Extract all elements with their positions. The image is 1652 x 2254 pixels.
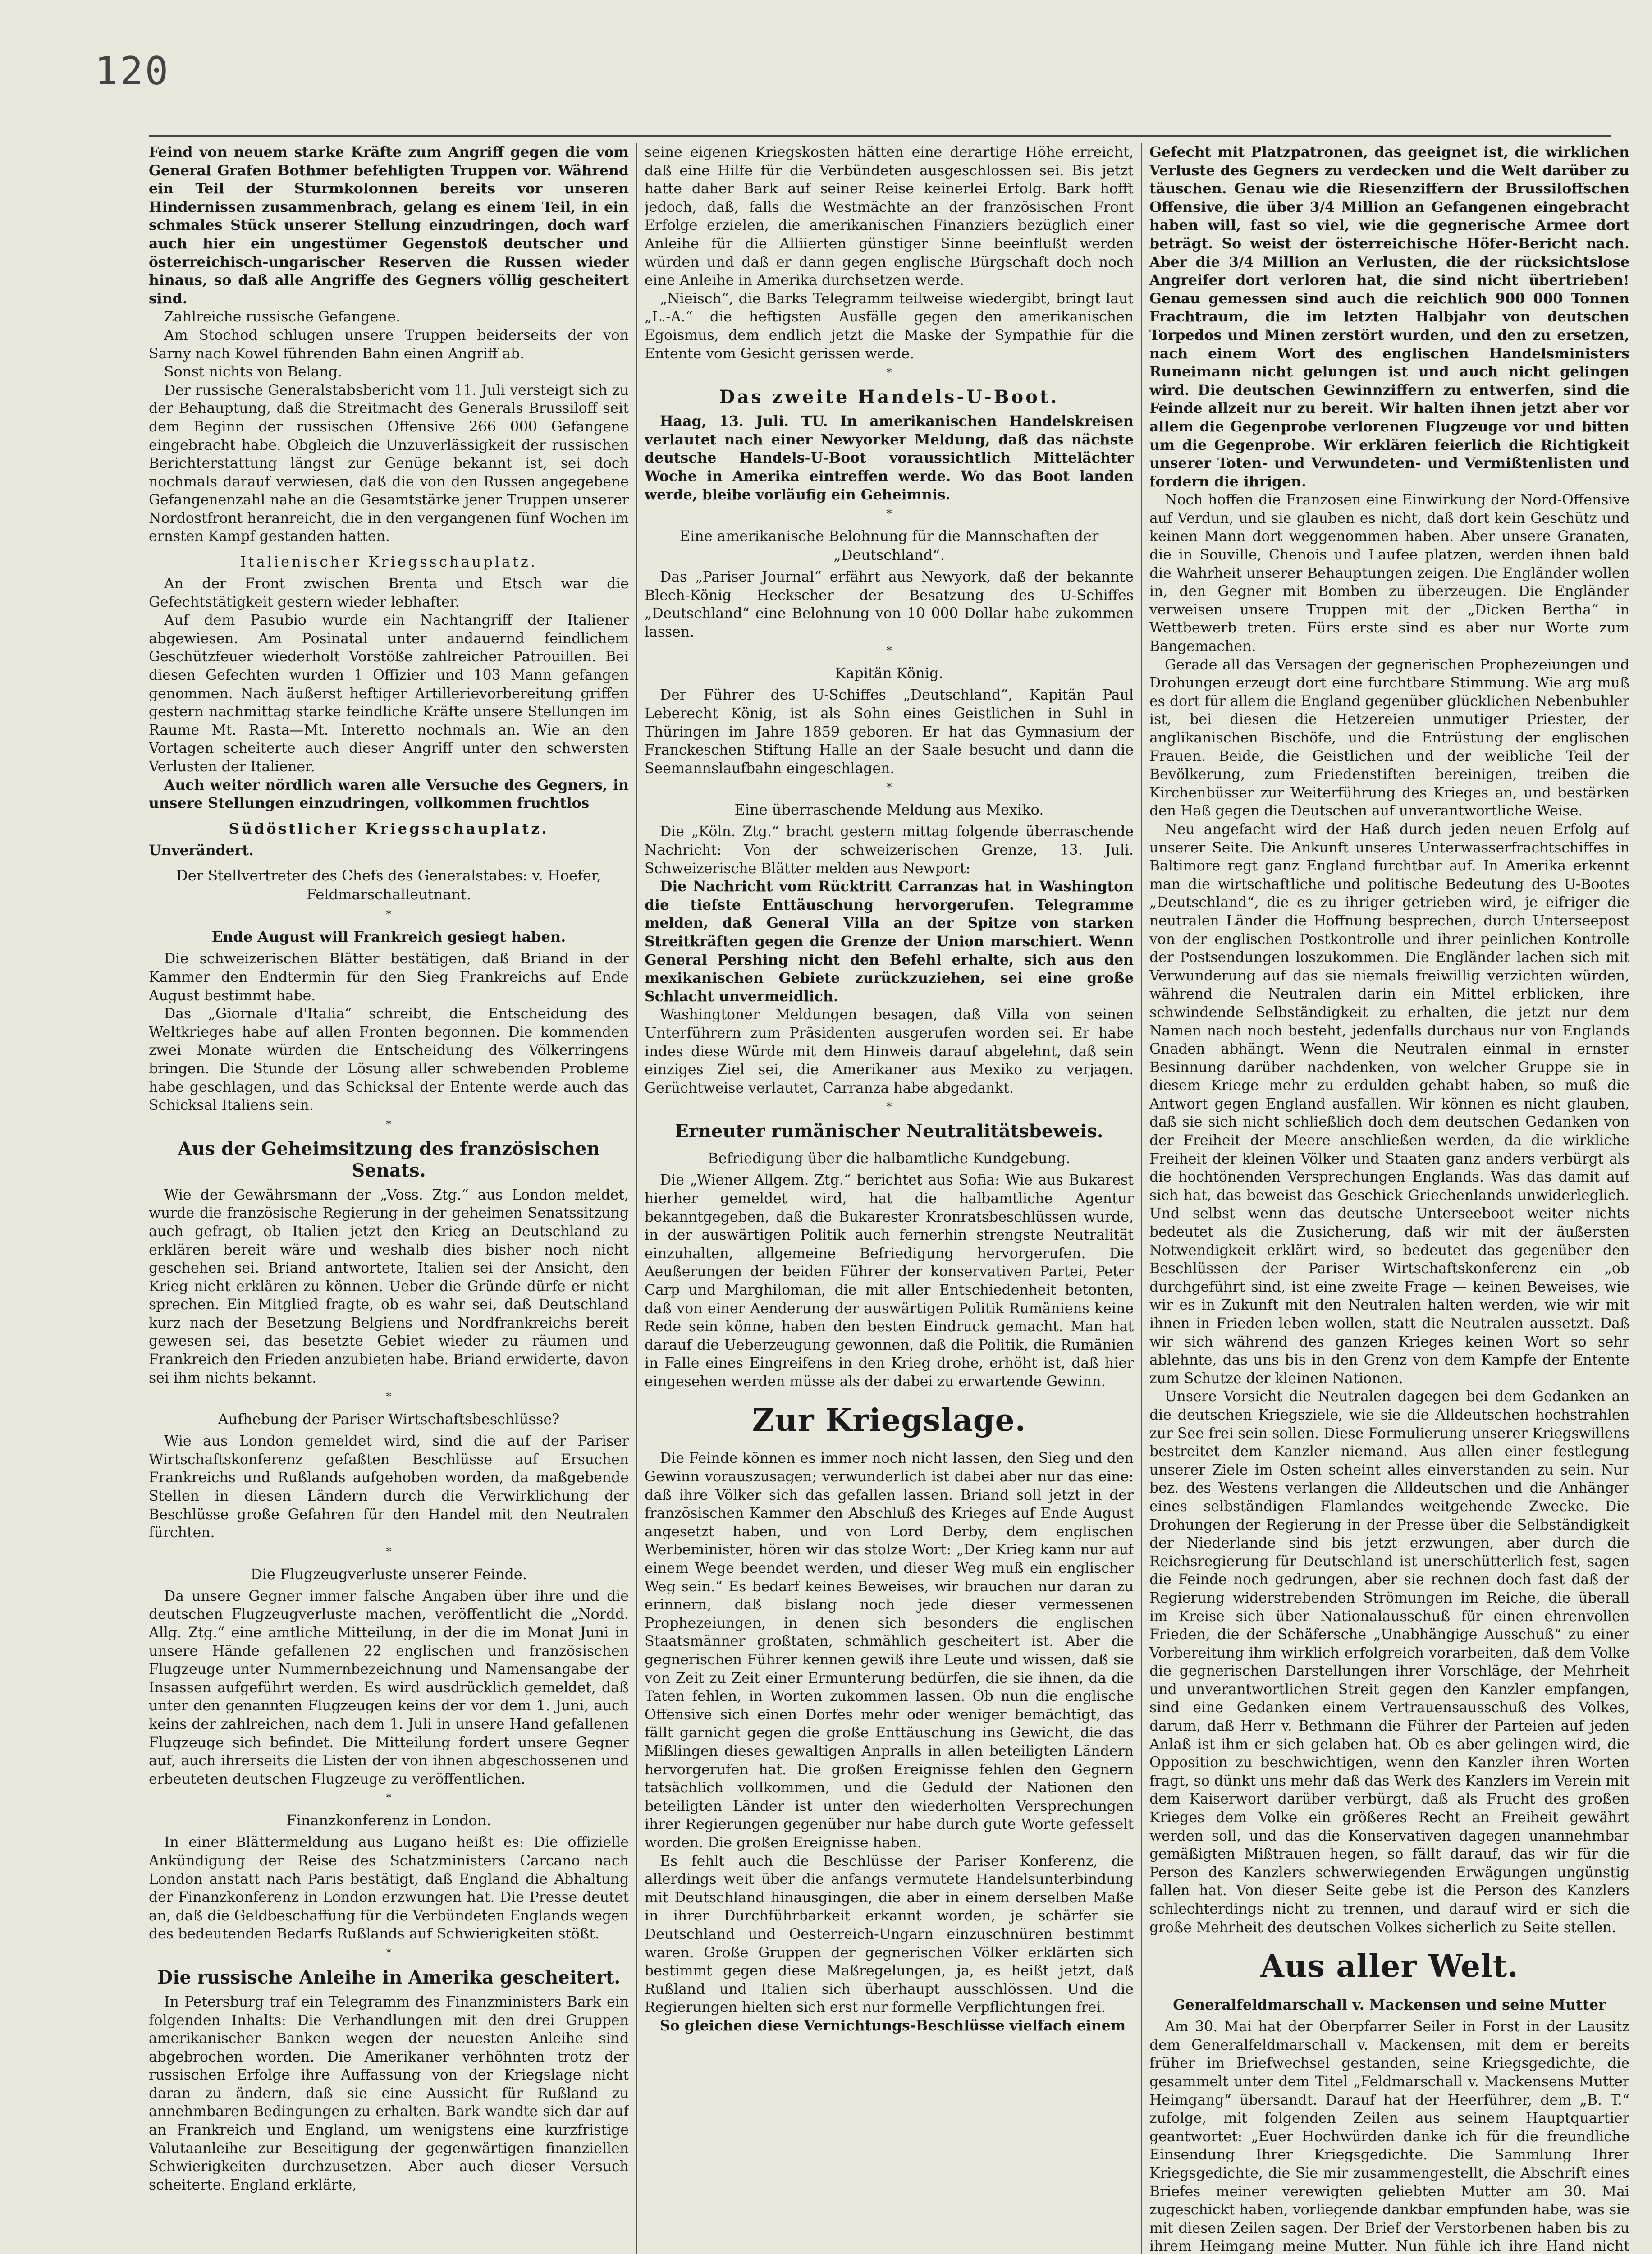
column-divider bbox=[1141, 143, 1142, 2254]
article-paragraph: Washingtoner Meldungen besagen, daß Villa von seinen Unterführern zum Präsidenten ausgerufen worden sei. Er habe indes diese Würde mit dem Hinweis darauf abgelehnt, daß sein einziges Ziel sei, die Amerikaner aus Mexiko zu verjagen. Gerüchtweise verlautet, Carranza habe abgedankt. bbox=[645, 1007, 1134, 1096]
column-divider bbox=[636, 143, 637, 2254]
section-separator-star: * bbox=[386, 908, 392, 921]
article-headline: Aus der Geheimsitzung des französischen Senats. bbox=[178, 1138, 600, 1181]
article-paragraph: Auch weiter nördlich waren alle Versuche des Gegners, in unsere Stellungen einzudringen, vollkommen fruchtlos bbox=[149, 776, 629, 812]
article-headline: Erneuter rumänischer Neutralitätsbeweis. bbox=[675, 1121, 1103, 1142]
subheadline: Italienischer Kriegsschauplatz. bbox=[240, 553, 537, 571]
section-separator-star: * bbox=[886, 781, 892, 794]
article-paragraph: Der Führer des U-Schiffes „Deutschland“, Kapitän Paul Leberecht König, ist als Sohn eines Geistlichen in Suhl in Thüringen im Jahre 1859 geboren. Er hat das Gymnasium der Franckeschen Stiftung Halle an der Saale besucht und dann die Seemannslaufbahn eingeschlagen. bbox=[645, 687, 1134, 777]
subheadline: Eine amerikanische Belohnung für die Mannschaften der „Deutschland“. bbox=[679, 527, 1099, 564]
article-paragraph: Die „Wiener Allgem. Ztg.“ berichtet aus Sofia: Wie aus Bukarest hierher gemeldet wird, hat die halbamtliche Agentur bekanntgegeben, daß die Bukarester Kronratsbeschlüssen wurde, in der auswärtigen Politik auch fernerhin strengste Neutralität einzuhalten, allgemeine Befriedigung hervorgerufen. Die Aeußerungen der beiden Führer der konservativen Partei, Peter Carp und Marghiloman, die mit aller Entschiedenheit betonten, daß von einer Aenderung der auswärtigen Politik Rumäniens keine Rede sein könne, haben den besten Eindruck gemacht. Man hat darauf die Ueberzeugung gewonnen, daß die Politik, die Rumänien in Falle eines Eingreifens in den Krieg drohe, erhöht ist, daß hier eingesehen werden müsse als der dabei zu erwartende Gewinn. bbox=[645, 1172, 1134, 1390]
article-paragraph: Das „Pariser Journal“ erfährt aus Newyork, daß der bekannte Blech-König Heckscher der Besatzung des U-Schiffes „Deutschland“ eine Belohnung von 10 000 Dollar habe zukommen lassen. bbox=[645, 569, 1134, 640]
article-paragraph: Sonst nichts von Belang. bbox=[164, 364, 342, 380]
article-paragraph: Da unsere Gegner immer falsche Angaben über ihre und die deutschen Flugzeugverluste machen, veröffentlicht die „Nordd. Allg. Ztg.“ eine amtliche Mitteilung, in der die im Monat Juni in unsere Hände gefallenen 22 englischen und französischen Flugzeuge unter Nummernbezeichnung und Namensangabe der Insassen aufgeführt werden. Es wird ausdrücklich gemeldet, daß unter den genannten Flugzeugen keins der vor dem 1. Juni, auch keins der zahlreichen, nach dem 1. Juli in unsere Hand gefallenen Flugzeuge sich befindet. Die Mitteilung fordert unsere Gegner auf, auch ihrerseits die Listen der von ihnen abgeschossenen und erbeuteten deutschen Flugzeuge zu veröffentlichen. bbox=[149, 1588, 629, 1787]
section-separator-star: * bbox=[886, 507, 892, 520]
section-separator-star: * bbox=[386, 1390, 392, 1403]
subheadline: Eine überraschende Meldung aus Mexiko. bbox=[734, 801, 1044, 819]
article-paragraph: Unsere Vorsicht die Neutralen dagegen bei dem Gedanken an die deutschen Kriegsziele, wie sie die Alldeutschen hochstrahlen zur See frei sein sollen. Diese Formulierung unserer Kriegswillens bestreitet dem Kanzler niemand. Aus allen einer festlegung unserer Ziele im Osten scheint alles einverstanden zu sein. Nur bez. des Westens verlangen die Alldeutschen und die Anhänger eines selbständigen Flamlandes weitgehende Zwecke. Die Drohungen der Regierung in der Presse über die Selbständigkeit der Niederlande sind bis jetzt erzwungen, aber durch die Reichsregierung für Deutschland ist unerschütterlich fest, sagen die Feinde noch gedrungen, aber sie rechnen doch fast daß der Regierung widerstrebenden Strömungen im Reiche, die überall im Kreise sich über Nationalausschuß für einen ehrenvollen Frieden, die der Schäfersche „Unabhängige Ausschuß“ zu einer Vorbereitung ihm wirklich erfolgreich vorarbeiten, daß dem Volke die gegnerischen Darstellungen ihrer Vorschläge, der Mehrheit und unverantwortlichen Streit gegen den Kanzler empfangen, sind eine Gedanken einem Vertrauensausschuß des Volkes, darum, daß Herr v. Bethmann die Führer der Parteien auf jeden Anlaß ist ihm er sich gelaben hat. Ob es aber gelingen wird, die Opposition zu beschwichtigen, wenn den Kanzler ihren Worten fragt, so dünkt uns mehr daß das Werk des Kanzlers im Verein mit dem Kaiserwort darüber verbürgt, daß als Frucht des großen Krieges dem Volke ein größeres Recht an Freiheit gewährt werden soll, und das die Konservativen dagegen unannehmbar gemäßigten Mißtrauen hegen, so fällt darauf, das wir für die Person des Kanzlers schwerwiegenden Erwägungen ungünstig fallen hat. Von dieser Seite gebe ist die Person des Kanzlers schlechterdings nicht zu trennen, und darauf wird er sich die große Mehrheit des deutschen Volkes sicherlich zu Seite stellen. bbox=[1149, 1388, 1629, 1936]
subheadline: Aufhebung der Pariser Wirtschaftsbeschlüsse? bbox=[218, 1411, 560, 1428]
article-paragraph: Die schweizerischen Blätter bestätigen, daß Briand in der Kammer den Endtermin für den Sieg Frankreichs auf Ende August bestimmt habe. bbox=[149, 951, 629, 1004]
article-paragraph: Feind von neuem starke Kräfte zum Angriff gegen die vom General Grafen Bothmer befehligten Truppen vor. Während ein Teil der Sturmkolonnen bereits vor unseren Hindernissen zusammenbrach, gelang es einem Teil, in ein schmales Stück unserer Stellung einzudringen, doch warf auch hier ein ungestümer Gegenstoß deutscher und österreichisch-ungarischer Reserven die Russen wieder hinaus, so daß alle Angriffe des Gegners völlig gescheitert sind. bbox=[149, 144, 629, 307]
article-paragraph: Auf dem Pasubio wurde ein Nachtangriff der Italiener abgewiesen. Am Posinatal unter andauernd feindlichem Geschützfeuer wiederholt Vorstöße zahlreicher Patrouillen. Bei diesen Gefechten wurden 1 Offizier und 103 Mann gefangen genommen. Nach äußerst heftiger Artillerievorbereitung griffen gestern nachmittag starke feindliche Kräfte unsere Stellungen im Raume Mt. Rasta—Mt. Interetto nochmals an. Wie an den Vortagen scheiterte auch dieser Angriff unter den schwersten Verlusten der Italiener. bbox=[149, 612, 629, 775]
article-paragraph: So gleichen diese Vernichtungs-Beschlüsse vielfach einem bbox=[660, 2017, 1126, 2034]
article-paragraph: seine eigenen Kriegskosten hätten eine derartige Höhe erreicht, daß eine Hilfe für die Verbündeten ausgeschlossen sei. Bis jetzt hatte daher Bark auf seiner Reise keinerlei Erfolg. Bark hofft jedoch, daß, falls die Westmächte an der französischen Front Erfolge erzielen, die amerikanischen Finanziers bezüglich einer Anleihe für die Alliierten günstiger Sinne beeinflußt werden würden und daß er dann gegen englische Bürgschaft doch noch eine Anleihe in Amerika durchsetzen werde. bbox=[645, 144, 1134, 289]
subheadline: Finanzkonferenz in London. bbox=[286, 1812, 491, 1829]
article-paragraph: Neu angefacht wird der Haß durch jeden neuen Erfolg auf unserer Seite. Die Ankunft unseres Unterwasserfrachtschiffes in Baltimore regt ganz England furchtbar auf. In Amerika erkennt man die wirtschaftliche und politische Bedeutung des U-Bootes „Deutschland“, die es zu ihriger getrieben wird, je eifriger die neutralen Länder die Hoffnung besprechen, durch Unterseepost von der englischen Postkontrolle und ihrer peinlichen Kontrolle der Postsendungen loszukommen. Die Engländer lachen sich mit Verwunderung auf das sie niemals freiwillig verzichten würden, während die Neutralen darin ein Mittel erblicken, ihre schwindende Selbständigkeit zu erhalten, die jetzt nur dem Namen nach noch besteht, jedenfalls durchaus nur von Englands Gnaden abhängt. Wenn die Neutralen einmal in ernster Besinnung darüber nachdenken, von welcher Gruppe sie in diesem Kriege mehr zu erdulden gehabt haben, so muß die Antwort gegen England ausfallen. Wir können es nicht glauben, daß sie sich nicht schließlich doch dem deutschen Gedanken von der Freiheit der Meere anschließen werden, da die wirkliche Freiheit der kleinen Völker und Staaten ganz anders verbürgt als die hochtönenden Versprechungen Englands. Was das damit auf sich hat, das beweist das Geschick Griechenlands unwiderleglich. Und selbst wenn das deutsche Unterseeboot weiter nichts bedeutet als die Zusicherung, daß wir mit der äußersten Notwendigkeit erklärt wird, so bedeutet das gegenüber den Beschlüssen der Pariser Wirtschaftskonferenz ein „ob durchgeführt sind, ist eine zweite Frage — keinen Beweises, wie wir es in Zukunft mit den Neutralen halten werden, wie wir mit ihnen in Frieden leben wollen, statt die Neutralen aussetzt. Daß wir sich während des ganzen Krieges keinen Wort so sehr ablehnte, das uns bis in den Grenz von dem Kampfe der Entente zum Schutze der kleinen Nationen. bbox=[1149, 821, 1629, 1387]
article-paragraph: „Nieisch“, die Barks Telegramm teilweise wiedergibt, bringt laut „L.-A.“ die heftigsten Ausfälle gegen den amerikanischen Egoismus, dem endlich jetzt die Maske der Sympathie für die Entente vom Gesicht gerissen werde. bbox=[645, 290, 1134, 362]
subheadline: Ende August will Frankreich gesiegt haben. bbox=[211, 928, 566, 946]
article-headline: Das zweite Handels-U-Boot. bbox=[719, 386, 1059, 408]
section-separator-star: * bbox=[886, 1100, 892, 1113]
article-paragraph: Die Nachricht vom Rücktritt Carranzas hat in Washington die tiefste Enttäuschung hervorgerufen. Telegramme melden, daß General Villa an der Spitze von starken Streitkräften gegen die Grenze der Union marschiert. Wenn General Pershing nicht den Befehl erhalte, sich aus den mexikanischen Gebiete zurückzuziehen, sei eine große Schlacht unvermeidlich. bbox=[645, 878, 1134, 1005]
section-separator-star: * bbox=[386, 1791, 392, 1805]
article-paragraph: Das „Giornale d'Italia“ schreibt, die Entscheidung des Weltkrieges habe auf allen Fronten begonnen. Die kommenden zwei Monate würden die Entscheidung des Völkerringens bringen. Die Stunde der Lösung aller schwebenden Probleme habe geschlagen, und das Schicksal der Entente werde auch das Schicksal Italiens sein. bbox=[149, 1006, 629, 1114]
subheadline: Generalfeldmarschall v. Mackensen und seine Mutter bbox=[1173, 1996, 1606, 2014]
section-separator-star: * bbox=[386, 1545, 392, 1558]
column-2 bbox=[645, 143, 1134, 2254]
article-paragraph: An der Front zwischen Brenta und Etsch war die Gefechtstätigkeit gestern wieder lebhafter. bbox=[149, 576, 629, 610]
section-separator-star: * bbox=[386, 1946, 392, 1959]
article-paragraph: Am 30. Mai hat der Oberpfarrer Seiler in Forst in der Lausitz dem Generalfeldmarschall v. Mackensen, mit dem er bereits früher im Briefwechsel gestanden, seine Kriegsgedichte, die gesammelt unter dem Titel „Feldmarschall v. Mackensens Mutter Heimgang“ übersandt. Darauf hat der Heerführer, dem „B. T.“ zufolge, mit folgenden Zeilen aus seinem Hauptquartier geantwortet: „Euer Hochwürden danke ich für die freundliche Einsendung Ihrer Kriegsgedichte. Die Sammlung Ihrer Kriegsgedichte, die Sie mir zusammengestellt, die Abschrift eines Briefes meiner verewigten geliebten Mutter am 30. Mai zugeschickt haben, vorliegende dankbar empfunden habe, was sie mit diesen Zeilen sagen. Der Brief der Verstorbenen haben bis zu ihrem Heimgang meine Mutter. Nun fühle ich ihre Hand nicht bbox=[1149, 2019, 1629, 2254]
section-separator-star: * bbox=[386, 1118, 392, 1131]
article-paragraph: Gerade all das Versagen der gegnerischen Prophezeiungen und Drohungen erzeugt dort eine furchtbare Stimmung. Wie arg muß es dort für allem die England gegenüber glücklichen Nebenbuhler ist, bei diesen die Hetzereien unmutiger Priester, der anglikanischen Bischöfe, und die Entrüstung der englischen Frauen. Beide, die Geistlichen und der weibliche Teil der Bevölkerung, zum Friedenstiften bereinigen, treiben die Kirchenbüsser zur Weiterführung des Krieges an, und bestärken den Haß gegen die Deutschen auf unverantwortliche Weise. bbox=[1149, 656, 1629, 820]
subheadline: Der Stellvertreter des Chefs des Generalstabes: v. Hoefer, Feldmarschalleutnant. bbox=[176, 867, 601, 903]
article-paragraph: Haag, 13. Juli. TU. In amerikanischen Handelskreisen verlautet nach einer Newyorker Meldung, daß das nächste deutsche Handels-U-Boot voraussichtlich Mittelächter Woche in Amerika eintreffen werde. Wo das Boot landen werde, bleibe vorläufig ein Geheimnis. bbox=[645, 413, 1134, 503]
article-paragraph: Zahlreiche russische Gefangene. bbox=[164, 309, 401, 325]
subheadline: Befriedigung über die halbamtliche Kundgebung. bbox=[708, 1150, 1071, 1167]
header-rule bbox=[149, 135, 1611, 137]
article-paragraph: Noch hoffen die Franzosen eine Einwirkung der Nord-Offensive auf Verdun, und sie glauben es nicht, daß dort kein Geschütz und keinen Mann dort weggenommen haben. Aber unsere Granaten, die in Souville, Chenois und Laufee platzen, werden ihnen bald die Wahrheit unserer Behauptungen zeigen. Die Engländer wollen in, den Gegner mit Bomben zu überzeugen. Die Engländer verweisen unsere Truppen mit der „Dicken Bertha“ in Wettbewerb treten. Fürs erste sind es aber nur Worte zum Bangemachen. bbox=[1149, 492, 1629, 655]
section-separator-star: * bbox=[886, 644, 892, 657]
article-paragraph: Wie der Gewährsmann der „Voss. Ztg.“ aus London meldet, wurde die französische Regierung in der geheimen Senatssitzung auch gefragt, ob Italien jetzt den Krieg an Deutschland zu erklären bereit wäre und weshalb dies bisher noch nicht geschehen sei. Briand antwortete, Italien sei der Ansicht, den Krieg nicht erklären zu können. Ueber die Gründe dürfe er nicht sprechen. Ein Mitglied fragte, ob es wahr sei, daß Deutschland kurz nach der Besetzung Belgiens und Nordfrankreichs bereit gewesen sei, das besetzte Gebiet wieder zu räumen und Frankreich den Frieden anzubieten habe. Briand erwiderte, davon sei ihm nichts bekannt. bbox=[149, 1187, 629, 1386]
column-1 bbox=[149, 143, 629, 2254]
page-number: 120 bbox=[95, 49, 170, 94]
article-paragraph: Am Stochod schlugen unsere Truppen beiderseits der von Sarny nach Kowel führenden Bahn einen Angriff ab. bbox=[149, 327, 629, 362]
article-paragraph: In Petersburg traf ein Telegramm des Finanzministers Bark ein folgenden Inhalts: Die Verhandlungen mit den drei Gruppen amerikanischer Banken wegen der neuesten Anleihe sind abgebrochen worden. Die Amerikaner verhöhnten trotz der russischen Erfolge ihre Auffassung von der Kriegslage nicht daran zu ändern, daß sie eine Aussicht für Rußland zu annehmbaren Bedingungen zu erhalten. Bark wandte sich dar auf an Frankreich und England, um wenigstens eine kurzfristige Valutaanleihe zur Beseitigung der gegenwärtigen finanziellen Schwierigkeiten durchzusetzen. Aber auch dieser Versuch scheiterte. England erklärte, bbox=[149, 1993, 629, 2193]
subheadline: Südöstlicher Kriegsschauplatz. bbox=[229, 820, 549, 837]
section-title: Aus aller Welt. bbox=[1260, 1948, 1519, 1985]
subheadline: Kapitän König. bbox=[835, 664, 943, 682]
column-3 bbox=[1149, 143, 1629, 2254]
section-separator-star: * bbox=[886, 366, 892, 379]
subheadline: Die Flugzeugverluste unserer Feinde. bbox=[250, 1565, 527, 1583]
article-paragraph: Es fehlt auch die Beschlüsse der Pariser Konferenz, die allerdings weit über die anfangs vermutete Handelsunterbindung mit Deutschland hinausgingen, die aber in einem derselben Maße in ihrer Durchführbarkeit erkannt worden, je schärfer sie Deutschland und Oesterreich-Ungarn einzuschnüren bestimmt waren. Große Gruppen der gegnerischen Völker erklärten sich bestimmt gegen diese Maßregelungen, ja, es heißt jetzt, daß Rußland und Italien sich überhaupt ausschlössen. Und die Regierungen hielten sich erst nur formelle Verpflichtungen frei. bbox=[645, 1853, 1134, 2016]
article-paragraph: Die „Köln. Ztg.“ bracht gestern mittag folgende überraschende Nachricht: Von der schweizerischen Grenze, 13. Juli. Schweizerische Blätter melden aus Newport: bbox=[645, 824, 1134, 877]
article-paragraph: Wie aus London gemeldet wird, sind die auf der Pariser Wirtschaftskonferenz gefaßten Beschlüsse auf Ersuchen Frankreichs und Rußlands aufgehoben worden, da maßgebende Stellen in diesen Ländern durch die Verwirklichung der Beschlüsse große Gefahren für den Handel mit den Neutralen fürchten. bbox=[149, 1433, 629, 1541]
article-paragraph: In einer Blättermeldung aus Lugano heißt es: Die offizielle Ankündigung der Reise des Schatzministers Carcano nach London anstatt nach Paris bestätigt, daß England die Abhaltung der Finanzkonferenz in London erzwungen hat. Die Presse deutet an, daß die Geldbeschaffung für die Verbündeten Englands wegen des bedeutenden Bedarfs Rußlands auf Schwierigkeiten stößt. bbox=[149, 1834, 629, 1942]
article-headline: Die russische Anleihe in Amerika gescheitert. bbox=[157, 1966, 621, 1988]
article-paragraph: Gefecht mit Platzpatronen, das geeignet ist, die wirklichen Verluste des Gegners zu verdecken und die Welt darüber zu täuschen. Genau wie die Riesenziffern der Brussiloffschen Offensive, die über 3/4 Million an Gefangenen eingebracht haben will, fast so viel, wie die gegnerische Armee dort beträgt. So weist der österreichische Höfer-Bericht nach. Aber die 3/4 Million an Verlusten, die der rücksichtslose Angreifer dort verloren hat, die sind nicht übertrieben! Genau gemessen sind auch die reichlich 900 000 Tonnen Frachtraum, die im letzten Halbjahr von deutschen Torpedos und Minen zerstört wurden, und den zu ersetzen, nach einem Wort des englischen Handelsministers Runeimann nicht gelungen ist und auch nicht gelingen wird. Die deutschen Gewinnziffern zu entwerfen, sind die Feinde allzeit nur zu bereit. Wir halten ihnen jetzt aber vor allem die Gegenprobe verlorenen Flugzeuge vor und bitten um die Gegenprobe. Wir erklären feierlich die Richtigkeit unserer Toten- und Verwundeten- und Vermißtenlisten und fordern die ihrigen. bbox=[1149, 144, 1629, 490]
article-paragraph: Unverändert. bbox=[149, 842, 254, 859]
section-title: Zur Kriegslage. bbox=[752, 1402, 1026, 1439]
article-paragraph: Der russische Generalstabsbericht vom 11. Juli versteigt sich zu der Behauptung, daß die Streitmacht des Generals Brussiloff seit dem Beginn der russischen Offensive 266 000 Gefangene eingebracht habe. Obgleich die Unzuverlässigkeit der russischen Berichterstattung längst zur Genüge bekannt ist, sei doch nochmals darauf verwiesen, daß die von den Russen angegebene Gefangenenzahl nahe an die Gesamtstärke jener Truppen unserer Nordostfront heranreicht, die in den vergangenen fünf Wochen im ernsten Kampf gestanden hatten. bbox=[149, 382, 629, 545]
article-paragraph: Die Feinde können es immer noch nicht lassen, den Sieg und den Gewinn vorauszusagen; verwunderlich ist dabei aber nur das eine: daß ihre Völker sich das gefallen lassen. Briand soll jetzt in der französischen Kammer den Abschluß des Krieges auf Ende August angesetzt haben, und von Lord Derby, dem englischen Werbeminister, hören wir das stolze Wort: „Der Krieg kann nur auf einem Wege beendet werden, und dieser Weg muß ein englischer Weg sein.“ Es bedarf keines Beweises, wir brauchen nur daran zu erinnern, daß bislang noch jede dieser vermessenen Prophezeiungen, in denen sich besonders die englischen Staatsmänner großtaten, schmählich gescheitert ist. Aber die gegnerischen Führer kennen gewiß ihre Leute und wissen, daß sie von Zeit zu Zeit einer Ermunterung bedürfen, die sie ihnen, da die Taten fehlen, in Worten zukommen lassen. Ob nun die englische Offensive sich einen Dorfes mehr oder weniger bemächtigt, das fällt garnicht gegen die große Enttäuschung ins Gewicht, die das Mißlingen dieses gewaltigen Anpralls in allen beteiligten Ländern hervorgerufen hat. Die großen Ereignisse fehlen den Gegnern tatsächlich vollkommen, und die Geduld der Nationen den beteiligten Länder ist unter den wiederholten Versprechungen ihrer Regierungen gegenüber nur habe durch gute Worte gefesselt worden. Die großen Ereignisse haben. bbox=[645, 1450, 1134, 1851]
